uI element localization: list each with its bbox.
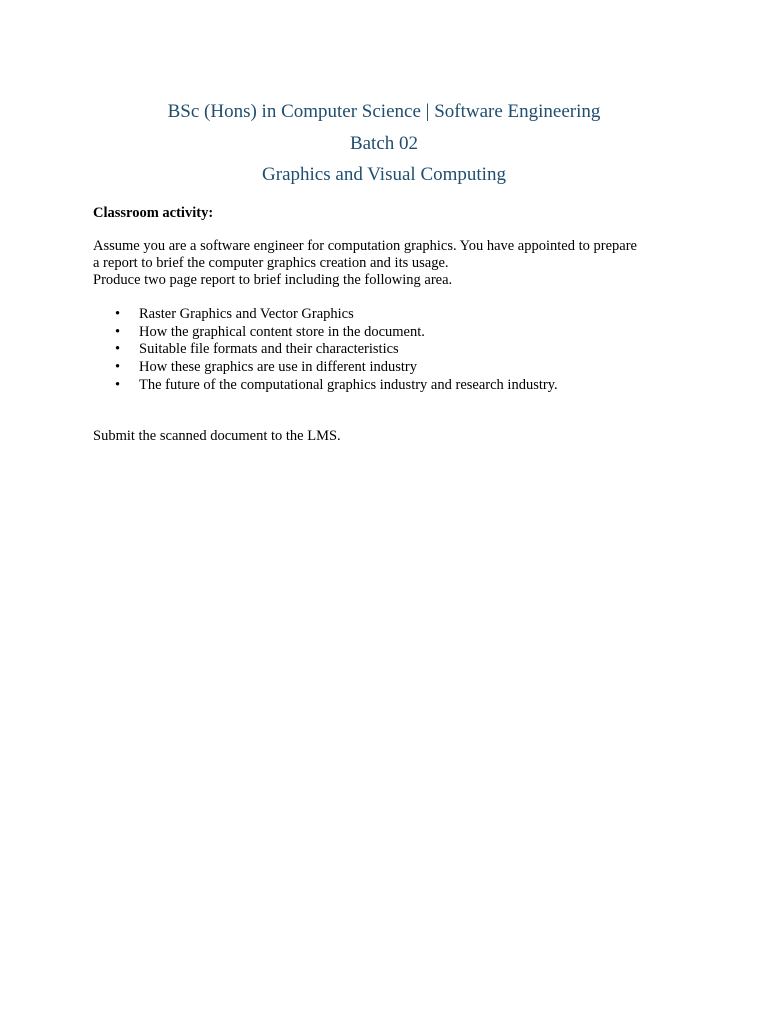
bullet-icon: • xyxy=(115,323,121,340)
document-header xyxy=(0,96,768,191)
bullet-icon: • xyxy=(115,341,121,358)
bullet-icon: • xyxy=(115,306,121,322)
instruction-line: Produce two page report to brief including the following area. xyxy=(93,272,453,288)
list-item xyxy=(93,341,693,359)
list-item-text: Raster Graphics and Vector Graphics xyxy=(139,306,354,322)
instruction-line: Assume you are a software engineer for computation graphics. You have appointed to prepare xyxy=(93,238,637,254)
module-title: Graphics and Visual Computing xyxy=(262,164,506,185)
list-item xyxy=(93,306,693,324)
list-item xyxy=(93,324,693,342)
bullet-icon: • xyxy=(115,376,121,393)
activity-instructions xyxy=(93,238,693,289)
activity-heading: Classroom activity: xyxy=(93,205,214,221)
list-item-text: Suitable file formats and their characteristics xyxy=(139,341,399,358)
program-title: BSc (Hons) in Computer Science | Software Engineering xyxy=(167,101,601,122)
bullet-icon: • xyxy=(115,359,121,376)
list-item-text: The future of the computational graphics industry and research industry. xyxy=(139,376,558,393)
list-item-text: How these graphics are use in different industry xyxy=(139,359,417,376)
submission-instruction: Submit the scanned document to the LMS. xyxy=(93,428,341,444)
list-item-text: How the graphical content store in the document. xyxy=(139,323,425,340)
batch-title: Batch 02 xyxy=(349,132,419,154)
list-item xyxy=(93,377,693,395)
report-topics-list xyxy=(93,306,693,395)
instruction-line: a report to brief the computer graphics creation and its usage. xyxy=(93,255,449,271)
list-item xyxy=(93,359,693,377)
